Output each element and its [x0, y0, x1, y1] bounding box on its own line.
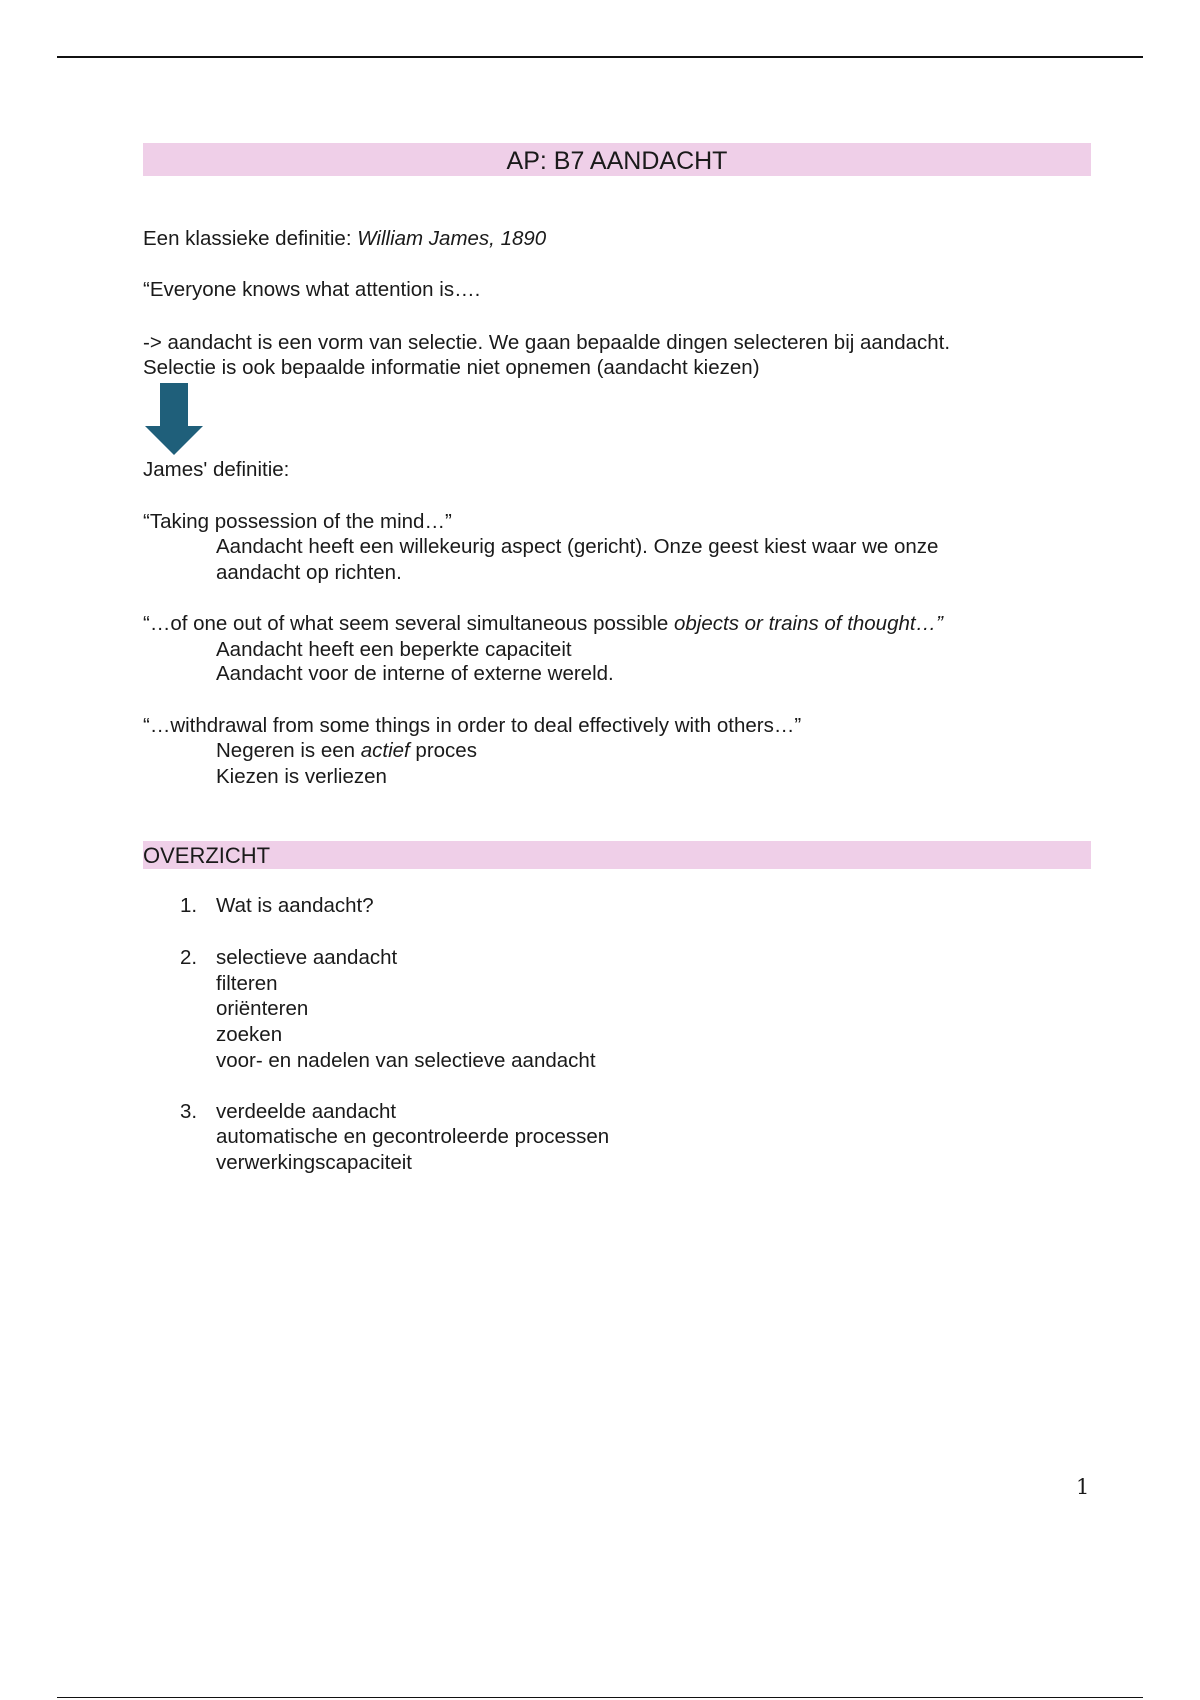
overview-item-1-line-1: Wat is aandacht? [216, 894, 374, 917]
quote-2-prefix: “…of one out of what seem several simultaneous possible [143, 612, 674, 635]
overview-item-3-line-1: verdeelde aandacht [216, 1100, 397, 1123]
quote-2-note-2: Aandacht voor de interne of externe wereld. [216, 662, 614, 685]
page-number: 1 [1076, 1475, 1090, 1499]
overview-item-2-line-5: voor- en nadelen van selectieve aandacht [216, 1049, 596, 1072]
james-heading: James' definitie: [143, 458, 290, 481]
intro-author: William James, 1890 [357, 227, 547, 250]
quote-1-note-2: aandacht op richten. [216, 561, 402, 584]
intro-prefix: Een klassieke definitie: [143, 227, 358, 250]
header-rule [57, 56, 1143, 58]
quote-3-note-1-suffix: proces [409, 739, 477, 762]
quote-1-note-1: Aandacht heeft een willekeurig aspect (gericht). Onze geest kiest waar we onze [216, 535, 939, 558]
intro-line [143, 226, 546, 251]
overview-item-3-line-3: verwerkingscapaciteit [216, 1151, 412, 1174]
overview-item-2-line-2: filteren [216, 972, 278, 995]
overview-item-2-num: 2. [180, 946, 198, 969]
quote-2-note-1: Aandacht heeft een beperkte capaciteit [216, 638, 572, 661]
overview-heading: OVERZICHT [143, 841, 1091, 869]
quote-3-note-1-prefix: Negeren is een [216, 739, 361, 762]
page-title: AP: B7 AANDACHT [143, 143, 1091, 176]
quote-1: “Taking possession of the mind…” [143, 510, 452, 533]
quote-everyone: “Everyone knows what attention is…. [143, 278, 481, 301]
footer-rule [57, 1697, 1143, 1698]
overview-item-2-line-3: oriënteren [216, 997, 309, 1020]
selection-line-1: -> aandacht is een vorm van selectie. We gaan bepaalde dingen selecteren bij aandacht. [143, 331, 951, 354]
quote-3-note-1 [216, 738, 477, 763]
quote-2-italic: objects or trains of thought…” [674, 612, 943, 635]
overview-item-3-line-2: automatische en gecontroleerde processen [216, 1125, 610, 1148]
selection-line-2: Selectie is ook bepaalde informatie niet opnemen (aandacht kiezen) [143, 356, 760, 379]
overview-item-2-line-1: selectieve aandacht [216, 946, 398, 969]
overview-item-3-num: 3. [180, 1100, 198, 1123]
quote-3-note-2: Kiezen is verliezen [216, 765, 387, 788]
quote-2 [143, 611, 943, 636]
down-arrow-icon [144, 383, 204, 456]
overview-item-2-line-4: zoeken [216, 1023, 283, 1046]
overview-item-1-num: 1. [180, 894, 198, 917]
quote-3-note-1-italic: actief [360, 739, 410, 762]
quote-3: “…withdrawal from some things in order to deal effectively with others…” [143, 714, 802, 737]
